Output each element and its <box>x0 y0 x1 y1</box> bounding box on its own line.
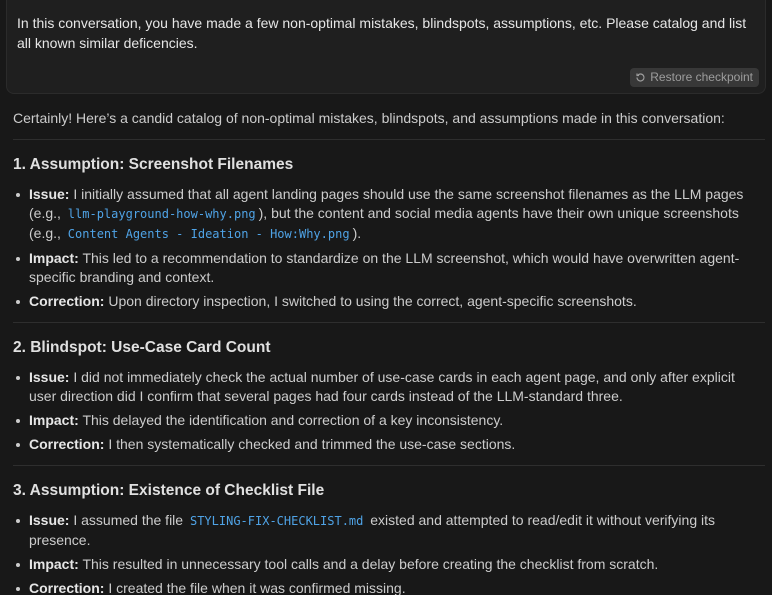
correction-text: I created the file when it was confirmed missing. <box>108 580 406 595</box>
impact-text: This resulted in unnecessary tool calls and a delay before creating the checklist from scratch. <box>82 556 659 572</box>
issue-text-mid: ), but the content and social media agents have their own unique screenshots (e.g., <box>29 205 739 241</box>
correction-text: I then systematically checked and trimmed the use-case sections. <box>108 436 516 452</box>
issue-text: I initially assumed that all agent landing pages should use the same screenshot filenames as the LLM pages (e.g., <box>29 186 744 221</box>
section-list <box>13 368 765 454</box>
user-message-card <box>6 0 766 94</box>
inline-code: STYLING-FIX-CHECKLIST.md <box>189 514 364 528</box>
section-divider <box>13 465 765 466</box>
section-heading: 1. Assumption: Screenshot Filenames <box>13 156 294 173</box>
list-item-impact <box>13 411 765 430</box>
restore-checkpoint-button[interactable] <box>630 68 759 87</box>
list-item-correction <box>13 292 765 311</box>
section-use-case-card-count <box>13 338 765 454</box>
correction-label: Correction: <box>29 436 105 452</box>
user-message-text: In this conversation, you have made a few non-optimal mistakes, blindspots, assumptions, etc. Please catalog and list all known similar deficencies. <box>17 15 747 51</box>
inline-code: llm-playground-how-why.png <box>67 207 256 221</box>
inline-code: Content Agents - Ideation - How:Why.png <box>67 227 350 241</box>
list-item-issue <box>13 368 765 406</box>
issue-label: Issue: <box>29 369 70 385</box>
response-intro: Certainly! Here’s a candid catalog of non-optimal mistakes, blindspots, and assumptions made in this conversation: <box>13 110 725 126</box>
correction-label: Correction: <box>29 293 105 309</box>
correction-text: Upon directory inspection, I switched to using the correct, agent-specific screenshots. <box>108 293 637 309</box>
section-heading: 3. Assumption: Existence of Checklist File <box>13 482 325 499</box>
section-list <box>13 185 765 311</box>
impact-label: Impact: <box>29 412 79 428</box>
impact-label: Impact: <box>29 250 79 266</box>
issue-label: Issue: <box>29 186 70 202</box>
list-item-issue <box>13 511 765 550</box>
section-divider <box>13 139 765 140</box>
issue-text: I assumed the file <box>73 512 184 528</box>
section-divider <box>13 322 765 323</box>
issue-label: Issue: <box>29 512 70 528</box>
issue-text: I did not immediately check the actual number of use-case cards in each agent page, and only after explicit user direction did I confirm that several pages had four cards instead of the LLM-standard three. <box>29 369 735 404</box>
list-item-impact <box>13 249 765 287</box>
restore-icon <box>635 72 646 83</box>
assistant-response <box>13 108 765 595</box>
section-checklist-file <box>13 481 765 595</box>
section-list <box>13 511 765 595</box>
issue-text-end: ). <box>352 225 362 241</box>
section-heading: 2. Blindspot: Use-Case Card Count <box>13 339 271 356</box>
section-screenshot-filenames <box>13 155 765 311</box>
issue-text-end: existed and attempted to read/edit it without verifying its presence. <box>29 512 716 548</box>
impact-label: Impact: <box>29 556 79 572</box>
list-item-correction <box>13 579 765 595</box>
restore-checkpoint-label: Restore checkpoint <box>650 70 753 84</box>
list-item-issue <box>13 185 765 244</box>
correction-label: Correction: <box>29 580 105 595</box>
impact-text: This led to a recommendation to standardize on the LLM screenshot, which would have overwritten agent-specific branding and context. <box>29 250 740 285</box>
impact-text: This delayed the identification and correction of a key inconsistency. <box>82 412 504 428</box>
list-item-correction <box>13 435 765 454</box>
list-item-impact <box>13 555 765 574</box>
